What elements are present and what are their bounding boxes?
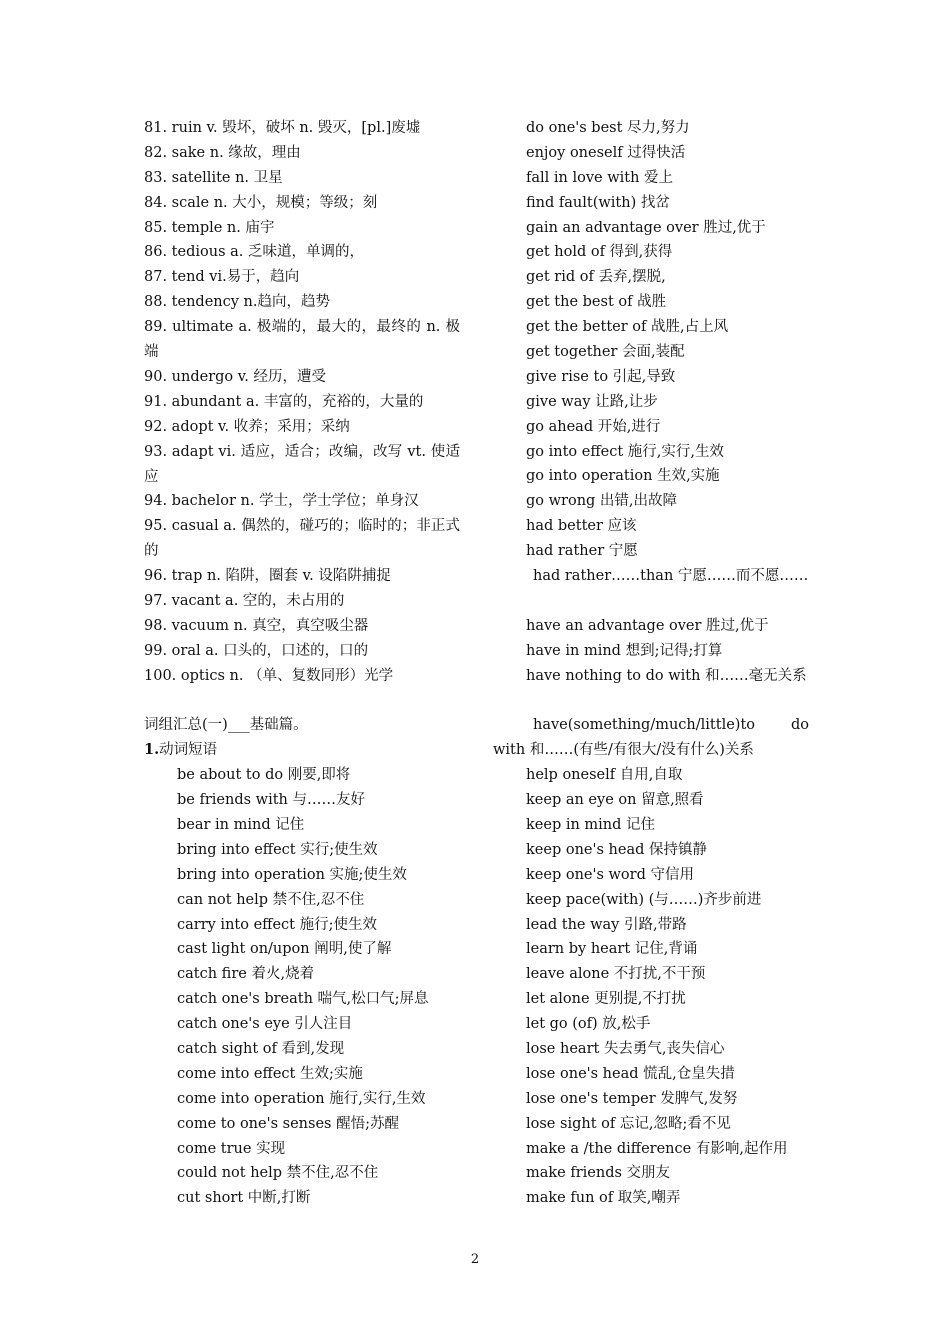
phrase-entry: had rather……than 宁愿……而不愿…… — [533, 568, 809, 585]
phrase-entry: cut short 中断,打断 — [177, 1190, 311, 1207]
phrase-entry: have an advantage over 胜过,优于 — [526, 617, 769, 634]
phrase-entry: gain an advantage over 胜过,优于 — [526, 219, 766, 236]
phrase-entry: make a /the difference 有影响,起作用 — [526, 1140, 788, 1157]
phrase-entry: be about to do 刚要,即将 — [177, 767, 351, 784]
phrase-entry: help oneself 自用,自取 — [526, 767, 683, 784]
phrase-entry: get the best of 战胜 — [526, 294, 667, 311]
phrase-entry: have(something/much/little)to do with 和……(有些/有很大/没有什么)关系 — [493, 717, 809, 759]
phrase-entry: leave alone 不打扰,不干预 — [526, 966, 706, 983]
phrase-entry: keep in mind 记住 — [526, 816, 656, 833]
phrase-entry: get hold of 得到,获得 — [526, 244, 673, 261]
vocab-entry: 91. abundant a. 丰富的，充裕的，大量的 — [144, 393, 424, 410]
vocab-entry: 87. tend vi.易于，趋向 — [144, 269, 300, 286]
phrase-entry: carry into effect 施行;使生效 — [177, 916, 377, 933]
vocab-entry: 83. satellite n. 卫星 — [144, 169, 283, 186]
vocab-entry: 81. ruin v. 毁坏，破坏 n. 毁灭，[pl.]废墟 — [144, 120, 421, 136]
vocab-entry: 86. tedious a. 乏味道，单调的， — [144, 244, 364, 261]
phrase-entry: give way 让路,让步 — [526, 393, 658, 410]
vocab-entry: 98. vacuum n. 真空，真空吸尘器 — [144, 617, 369, 634]
phrase-entry: have in mind 想到;记得;打算 — [526, 642, 723, 659]
phrase-entry: fall in love with 爱上 — [526, 169, 674, 186]
phrase-entry: get rid of 丢弃,摆脱, — [526, 269, 666, 286]
vocab-entry: 90. undergo v. 经历，遭受 — [144, 368, 326, 385]
phrase-entry: keep an eye on 留意,照看 — [526, 792, 704, 809]
vocab-entry: 97. vacant a. 空的，未占用的 — [144, 592, 345, 609]
phrase-entry: enjoy oneself 过得快活 — [526, 144, 686, 161]
phrase-entry: get the better of 战胜,占上风 — [526, 319, 729, 336]
phrase-entry: come to one's senses 醒悟;苏醒 — [177, 1115, 399, 1132]
vocab-entry: 84. scale n. 大小，规模；等级；刻 — [144, 194, 378, 211]
vocab-entry: 92. adopt v. 收养；采用；采纳 — [144, 418, 350, 435]
phrase-entry: bring into operation 实施;使生效 — [177, 866, 407, 883]
phrase-entry: could not help 禁不住,忍不住 — [177, 1165, 379, 1182]
vocab-entry: 99. oral a. 口头的，口述的，口的 — [144, 642, 369, 659]
section-title: 词组汇总(一)___基础篇。 — [144, 717, 308, 734]
vocab-entry: 88. tendency n.趋向，趋势 — [144, 294, 330, 311]
phrase-entry: go wrong 出错,出故障 — [526, 493, 678, 510]
phrase-entry: catch sight of 看到,发现 — [177, 1041, 345, 1057]
vocab-entry: 85. temple n. 庙宇 — [144, 219, 275, 236]
vocab-entry: 82. sake n. 缘故，理由 — [144, 144, 301, 161]
phrase-entry: bring into effect 实行;使生效 — [177, 841, 378, 858]
vocab-entry: 93. adapt vi. 适应，适合；改编，改写 vt. 使适应 — [144, 443, 460, 485]
phrase-entry: give rise to 引起,导致 — [526, 368, 676, 385]
phrase-entry: learn by heart 记住,背诵 — [526, 941, 698, 958]
phrase-entry: keep pace(with) (与……)齐步前进 — [526, 891, 762, 908]
phrase-entry: lose one's head 慌乱,仓皇失措 — [526, 1065, 735, 1082]
phrase-entry: catch one's eye 引人注目 — [177, 1016, 353, 1033]
phrase-entry: can not help 禁不住,忍不住 — [177, 891, 365, 908]
page-number: 2 — [470, 1252, 480, 1267]
vocab-entry: 89. ultimate a. 极端的，最大的，最终的 n. 极端 — [144, 319, 460, 361]
phrase-entry: find fault(with) 找岔 — [526, 194, 670, 211]
phrase-entry: be friends with 与……友好 — [177, 792, 365, 809]
subsection-heading — [144, 738, 460, 763]
phrase-entry: bear in mind 记住 — [177, 816, 305, 833]
phrase-entry: keep one's word 守信用 — [526, 866, 694, 883]
phrase-entry: get together 会面,装配 — [526, 344, 685, 361]
phrase-entry: had rather 宁愿 — [526, 543, 638, 560]
subsection-title: 动词短语 — [159, 742, 218, 759]
phrase-entry: do one's best 尽力,努力 — [526, 120, 690, 136]
phrase-entry: come true 实现 — [177, 1140, 286, 1157]
phrase-entry: lose heart 失去勇气,丧失信心 — [526, 1041, 725, 1057]
left-column — [144, 116, 460, 1211]
right-column — [493, 116, 809, 1211]
phrase-entry: go into operation 生效,实施 — [526, 468, 720, 485]
phrase-entry: go into effect 施行,实行,生效 — [526, 443, 725, 460]
phrase-entry: let go (of) 放,松手 — [526, 1016, 651, 1033]
phrase-entry: have nothing to do with 和……毫无关系 — [526, 667, 807, 684]
phrase-entry: lose sight of 忘记,忽略;看不见 — [526, 1115, 731, 1132]
subsection-number: 1. — [144, 741, 160, 759]
phrase-entry: catch fire 着火,烧着 — [177, 966, 315, 983]
vocab-entry: 100. optics n. （单、复数同形）光学 — [144, 667, 394, 684]
phrase-entry: make friends 交朋友 — [526, 1165, 671, 1182]
phrase-entry: come into operation 施行,实行,生效 — [177, 1090, 426, 1107]
vocab-entry: 96. trap n. 陷阱，圈套 v. 设陷阱捕捉 — [144, 568, 391, 585]
spacer — [144, 689, 460, 714]
phrase-entry: go ahead 开始,进行 — [526, 418, 661, 435]
vocab-entry: 95. casual a. 偶然的，碰巧的；临时的；非正式的 — [144, 518, 460, 560]
phrase-entry: keep one's head 保持镇静 — [526, 841, 707, 858]
phrase-entry: catch one's breath 喘气,松口气;屏息 — [177, 991, 429, 1008]
phrase-entry: lead the way 引路,带路 — [526, 916, 687, 933]
phrase-entry: let alone 更别提,不打扰 — [526, 991, 686, 1008]
vocab-entry: 94. bachelor n. 学士，学士学位；单身汉 — [144, 493, 419, 510]
phrase-entry: cast light on/upon 阐明,使了解 — [177, 941, 392, 958]
phrase-entry: lose one's temper 发脾气,发努 — [526, 1090, 738, 1107]
phrase-entry: had better 应该 — [526, 518, 637, 535]
phrase-entry: make fun of 取笑,嘲弄 — [526, 1190, 681, 1207]
phrase-entry: come into effect 生效;实施 — [177, 1065, 363, 1082]
